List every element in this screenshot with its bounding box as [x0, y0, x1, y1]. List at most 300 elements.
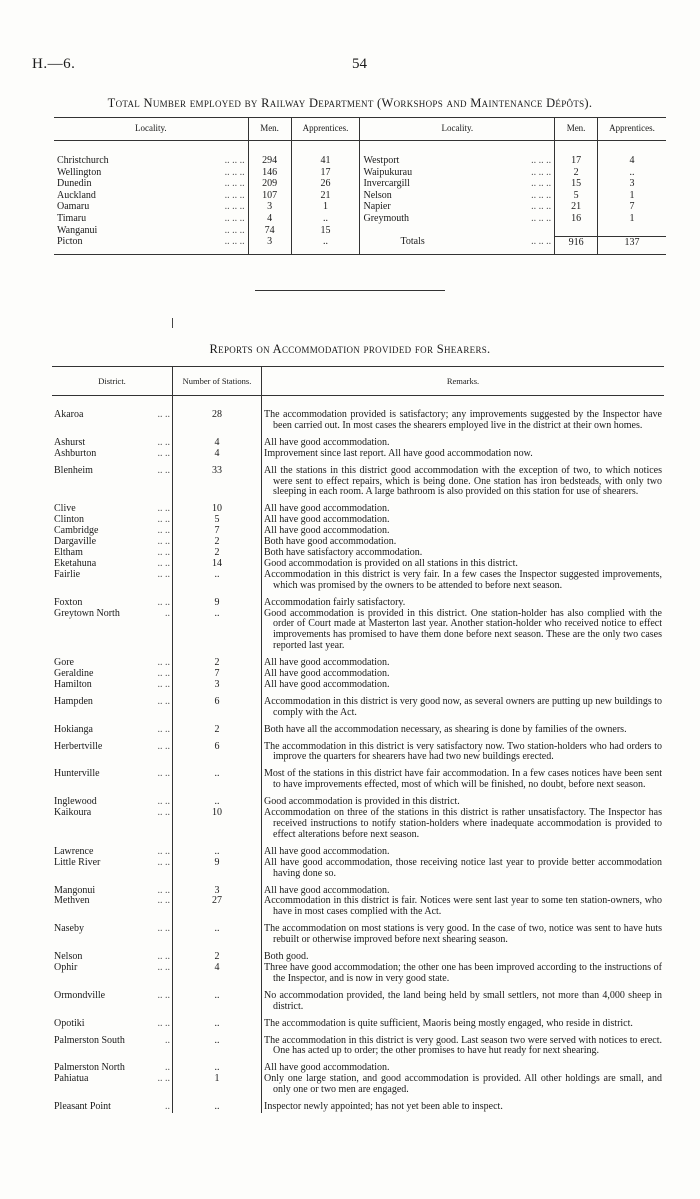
- remarks-cell: [262, 680, 665, 691]
- men-cell-text: 21: [571, 201, 582, 213]
- district-name: Pahiatua: [54, 1073, 89, 1085]
- apprentices-cell-text: ..: [323, 212, 328, 224]
- remarks-cell: [262, 736, 665, 764]
- divider-mark: [172, 318, 173, 328]
- remarks-text: All have good accommodation.: [264, 657, 390, 669]
- stations-cell: ..: [173, 609, 262, 653]
- remarks-text: All have good accommodation, those receiving notice last year to provide better accommodation having done so.: [264, 856, 662, 879]
- men-cell: [555, 213, 598, 225]
- remarks-cell: [262, 946, 665, 963]
- leader-dots: .. .. ..: [224, 201, 245, 213]
- remarks-text: Good accommodation is provided in this district.: [264, 796, 460, 808]
- apprentices-cell-text: 26: [320, 178, 331, 190]
- district-name: Nelson: [54, 951, 83, 963]
- table-row: [52, 1013, 664, 1030]
- district-name: Greytown North: [54, 607, 120, 619]
- stations-cell: 14: [173, 559, 262, 570]
- table-row: [52, 449, 664, 460]
- table-row: [54, 141, 666, 167]
- remarks-text: Only one large station, and good accommodation is provided. All other holdings are small, and only one or two men are engaged.: [264, 1073, 662, 1096]
- table-row: [52, 1096, 664, 1113]
- remarks-cell: [262, 719, 665, 736]
- locality-cell-text: Picton: [57, 236, 83, 248]
- col-apprentices-1: Apprentices.: [291, 118, 360, 141]
- leader-dots: .. .. ..: [531, 178, 552, 190]
- leader-dots: .. ..: [157, 678, 170, 690]
- leader-dots: .. ..: [157, 951, 170, 963]
- locality-cell-text: Totals: [400, 236, 425, 248]
- col-locality-1: Locality.: [54, 118, 248, 141]
- district-cell: [52, 449, 173, 460]
- remarks-text: Both have all the accommodation necessary, as shearing is done by families of the owners.: [264, 723, 627, 735]
- leader-dots: .. ..: [157, 895, 170, 907]
- leader-dots: .. ..: [157, 596, 170, 608]
- leader-dots: .. ..: [157, 657, 170, 669]
- stations-cell: ..: [173, 1096, 262, 1113]
- stations-cell: 7: [173, 526, 262, 537]
- remarks-text: All have good accommodation.: [264, 678, 390, 690]
- men-cell-text: 916: [568, 236, 584, 248]
- locality-cell-text: Nelson: [363, 189, 392, 201]
- district-name: Eketahuna: [54, 557, 97, 569]
- men-cell: [248, 236, 291, 255]
- district-name: Clinton: [54, 514, 85, 526]
- apprentices-cell: [598, 236, 666, 255]
- locality-cell: [54, 167, 248, 179]
- remarks-cell: [262, 963, 665, 985]
- remarks-cell: [262, 432, 665, 449]
- district-cell: [52, 896, 173, 918]
- men-cell: [248, 178, 291, 190]
- locality-cell-text: Westport: [363, 155, 400, 166]
- col-men-2: Men.: [555, 118, 598, 141]
- men-cell-text: 2: [573, 166, 579, 178]
- district-cell: [52, 652, 173, 669]
- leader-dots: .. ..: [157, 436, 170, 448]
- stations-cell: 4: [173, 449, 262, 460]
- district-name: Hunterville: [54, 768, 100, 780]
- stations-cell: 10: [173, 498, 262, 515]
- remarks-text: The accommodation on most stations is very good. In the case of two, notice was sent to have huts rebuilt or otherwise improved before next shearing season.: [264, 923, 662, 946]
- col-remarks: Remarks.: [262, 367, 665, 396]
- men-cell: [555, 236, 598, 255]
- remarks-text: Three have good accommodation; the other one has been improved according to the instructions of the Inspector, and is now in very good state.: [264, 961, 662, 984]
- locality-cell: [360, 236, 555, 255]
- stations-cell: ..: [173, 763, 262, 791]
- remarks-cell: [262, 609, 665, 653]
- locality-cell-text: Oamaru: [57, 201, 90, 213]
- district-cell: [52, 432, 173, 449]
- leader-dots: .. .. ..: [224, 212, 245, 224]
- table-row: [52, 808, 664, 841]
- table-row: [52, 609, 664, 653]
- remarks-text: The accommodation in this district is very good. Last season two were served with notices to erect. One has acted up to order; the other promises to have hut ready for next shearing.: [264, 1034, 662, 1057]
- table-row: [54, 236, 666, 255]
- table-row: [52, 791, 664, 808]
- district-cell: [52, 719, 173, 736]
- table-row: [52, 896, 664, 918]
- remarks-text: All have good accommodation.: [264, 503, 390, 515]
- remarks-text: All have good accommodation.: [264, 845, 390, 857]
- leader-dots: .. .. ..: [224, 178, 245, 190]
- remarks-cell: [262, 1030, 665, 1058]
- locality-cell: [54, 190, 248, 202]
- district-name: Cambridge: [54, 525, 99, 537]
- men-cell-text: 74: [264, 224, 275, 236]
- apprentices-cell: [598, 167, 666, 179]
- table-row: [52, 1074, 664, 1096]
- remarks-text: Most of the stations in this district have fair accommodation. In a few cases notices have been sent to have improvements effected, most of which will be finished, no doubt, before next season.: [264, 768, 662, 791]
- apprentices-cell: [598, 178, 666, 190]
- leader-dots: .. .. ..: [224, 189, 245, 201]
- leader-dots: .. ..: [157, 557, 170, 569]
- locality-cell-text: Greymouth: [363, 212, 410, 224]
- district-name: Kaikoura: [54, 807, 92, 819]
- apprentices-cell-text: ..: [629, 166, 635, 178]
- table-row: [52, 460, 664, 499]
- remarks-text: Accommodation in this district is very fair. In a few cases the Inspector suggested improvements, which was promised by the owners to be attended to before next season.: [264, 568, 662, 591]
- leader-dots: .. .. ..: [531, 201, 552, 213]
- men-cell-text: 5: [573, 189, 579, 201]
- district-cell: [52, 1057, 173, 1074]
- remarks-text: Accommodation in this district is fair. Notices were sent last year to some ten station-owners, who have in most cases complied with the Act.: [264, 895, 662, 918]
- locality-cell: [54, 178, 248, 190]
- remarks-text: All have good accommodation.: [264, 525, 390, 537]
- table-row: [52, 432, 664, 449]
- district-name: Palmerston South: [54, 1034, 125, 1046]
- shearers-table: [52, 366, 664, 1113]
- apprentices-cell: [598, 141, 666, 167]
- leader-dots: .. ..: [157, 464, 170, 476]
- men-cell-text: 146: [262, 166, 278, 178]
- district-name: Akaroa: [54, 409, 84, 420]
- leader-dots: .. ..: [157, 409, 170, 420]
- apprentices-cell-text: 3: [629, 178, 635, 190]
- apprentices-cell-text: 1: [629, 189, 635, 201]
- locality-cell: [360, 213, 555, 225]
- men-cell-text: 107: [262, 189, 278, 201]
- district-cell: [52, 791, 173, 808]
- district-name: Hokianga: [54, 723, 93, 735]
- district-cell: [52, 592, 173, 609]
- remarks-text: No accommodation provided, the land being held by small settlers, not more than 4,000 sheep in district.: [264, 989, 662, 1012]
- district-cell: [52, 570, 173, 592]
- table-row: [52, 570, 664, 592]
- apprentices-cell: [598, 190, 666, 202]
- men-cell: [555, 141, 598, 167]
- men-cell: [248, 141, 291, 167]
- leader-dots: .. .. ..: [224, 224, 245, 236]
- locality-cell-text: Invercargill: [363, 178, 410, 190]
- table-row: [52, 1057, 664, 1074]
- section-divider: [255, 290, 445, 291]
- stations-cell: 10: [173, 808, 262, 841]
- district-cell: [52, 963, 173, 985]
- district-cell: [52, 1030, 173, 1058]
- remarks-cell: [262, 763, 665, 791]
- apprentices-cell-text: 17: [320, 166, 331, 178]
- remarks-cell: [262, 985, 665, 1013]
- district-name: Lawrence: [54, 845, 94, 857]
- leader-dots: .. ..: [157, 695, 170, 707]
- locality-cell: [360, 141, 555, 167]
- district-cell: [52, 1013, 173, 1030]
- leader-dots: .. ..: [157, 536, 170, 548]
- district-name: Ashburton: [54, 447, 97, 459]
- leader-dots: .. ..: [157, 740, 170, 752]
- stations-cell: 3: [173, 880, 262, 897]
- remarks-cell: [262, 498, 665, 515]
- district-cell: [52, 946, 173, 963]
- locality-cell: [360, 167, 555, 179]
- leader-dots: .. ..: [157, 503, 170, 515]
- remarks-cell: [262, 918, 665, 946]
- locality-cell: [360, 225, 555, 237]
- stations-cell: 7: [173, 669, 262, 680]
- remarks-cell: [262, 1057, 665, 1074]
- stations-cell: ..: [173, 918, 262, 946]
- men-cell: [555, 201, 598, 213]
- men-cell: [248, 213, 291, 225]
- leader-dots: .. ..: [157, 989, 170, 1001]
- apprentices-cell-text: 41: [320, 155, 331, 166]
- leader-dots: .. .. ..: [224, 236, 245, 248]
- remarks-text: All have good accommodation.: [264, 668, 390, 680]
- table-row: [52, 946, 664, 963]
- remarks-cell: [262, 896, 665, 918]
- col-men-1: Men.: [248, 118, 291, 141]
- table-row: [54, 225, 666, 237]
- remarks-cell: [262, 592, 665, 609]
- leader-dots: .. ..: [157, 961, 170, 973]
- locality-cell-text: Wanganui: [57, 224, 98, 236]
- leader-dots: .. ..: [157, 845, 170, 857]
- remarks-text: Both have satisfactory accommodation.: [264, 546, 423, 558]
- table-row: [52, 880, 664, 897]
- district-cell: [52, 880, 173, 897]
- leader-dots: .. .. ..: [224, 155, 245, 166]
- apprentices-cell: [291, 190, 360, 202]
- stations-cell: 5: [173, 515, 262, 526]
- table-row: [52, 691, 664, 719]
- remarks-text: All have good accommodation.: [264, 514, 390, 526]
- table-row: [52, 680, 664, 691]
- table-row: [52, 592, 664, 609]
- apprentices-cell-text: 21: [320, 189, 331, 201]
- leader-dots: .. ..: [157, 923, 170, 935]
- locality-cell-text: Waipukurau: [363, 166, 413, 178]
- stations-cell: 2: [173, 537, 262, 548]
- remarks-text: Improvement since last report. All have good accommodation now.: [264, 447, 533, 459]
- table-row: [52, 736, 664, 764]
- remarks-cell: [262, 1096, 665, 1113]
- leader-dots: .. ..: [157, 525, 170, 537]
- table-row: [54, 190, 666, 202]
- stations-cell: 9: [173, 858, 262, 880]
- men-cell: [248, 201, 291, 213]
- district-cell: [52, 460, 173, 499]
- apprentices-cell: [598, 225, 666, 237]
- remarks-text: The accommodation provided is satisfactory; any improvements suggested by the Inspector have been carried out. In most cases the shearers employed live in the district at their own homes.: [264, 409, 662, 431]
- remarks-text: Accommodation on three of the stations in this district is rather unsatisfactory. The Inspector has received instructions to notify station-holders where inadequate accommodation is provided to effect alterations before next season.: [264, 807, 662, 840]
- locality-cell: [360, 190, 555, 202]
- locality-cell: [54, 141, 248, 167]
- leader-dots: .. ..: [157, 514, 170, 526]
- locality-cell-text: Dunedin: [57, 178, 92, 190]
- stations-cell: 4: [173, 963, 262, 985]
- locality-cell: [360, 201, 555, 213]
- table-row: [52, 763, 664, 791]
- col-locality-2: Locality.: [360, 118, 555, 141]
- district-name: Clive: [54, 503, 76, 515]
- district-cell: [52, 498, 173, 515]
- leader-dots: .. ..: [157, 856, 170, 868]
- apprentices-cell: [291, 236, 360, 255]
- men-cell-text: 15: [571, 178, 582, 190]
- stations-cell: ..: [173, 1013, 262, 1030]
- district-name: Foxton: [54, 596, 83, 608]
- district-cell: [52, 691, 173, 719]
- table-row: [52, 841, 664, 858]
- stations-cell: 2: [173, 946, 262, 963]
- col-stations: Number of Stations.: [173, 367, 262, 396]
- apprentices-cell-text: 7: [629, 201, 635, 213]
- district-name: Dargaville: [54, 536, 97, 548]
- apprentices-cell-text: 15: [320, 224, 331, 236]
- remarks-cell: [262, 1013, 665, 1030]
- district-cell: [52, 396, 173, 432]
- district-cell: [52, 609, 173, 653]
- locality-cell-text: Napier: [363, 201, 391, 213]
- men-cell: [248, 225, 291, 237]
- stations-cell: 6: [173, 736, 262, 764]
- leader-dots: .. .. ..: [531, 212, 552, 224]
- locality-cell: [54, 201, 248, 213]
- apprentices-cell-text: 4: [629, 155, 635, 166]
- remarks-text: Good accommodation is provided in this district. One station-holder has also complied with the order of Court made at Masterton last year. Another station-holder who received notice to effect improvements has promised to have them done before next season. These are the only two cases reported last year.: [264, 607, 662, 652]
- stations-cell: ..: [173, 985, 262, 1013]
- district-name: Ashurst: [54, 436, 86, 448]
- district-name: Naseby: [54, 923, 84, 935]
- remarks-text: All the stations in this district good accommodation with the exception of two, to which notices were sent to effect repairs, which is being done. One station has iron bedsteads, with only two sleeping in each room. A large bathroom is also provided on this station for use of shearers.: [264, 464, 662, 498]
- col-apprentices-2: Apprentices.: [598, 118, 666, 141]
- district-name: Methven: [54, 895, 90, 907]
- leader-dots: .. .. ..: [531, 189, 552, 201]
- stations-cell: ..: [173, 1030, 262, 1058]
- stations-cell: 33: [173, 460, 262, 499]
- table-row: [52, 963, 664, 985]
- table-row: [54, 201, 666, 213]
- remarks-cell: [262, 791, 665, 808]
- table-row: [54, 167, 666, 179]
- leader-dots: .. ..: [157, 568, 170, 580]
- stations-cell: 2: [173, 548, 262, 559]
- district-name: Palmerston North: [54, 1062, 125, 1074]
- remarks-text: Both good.: [264, 951, 309, 963]
- locality-cell-text: Wellington: [57, 166, 102, 178]
- district-name: Ophir: [54, 961, 78, 973]
- men-cell: [248, 190, 291, 202]
- leader-dots: .. ..: [157, 807, 170, 819]
- men-cell: [555, 190, 598, 202]
- stations-cell: 6: [173, 691, 262, 719]
- district-cell: [52, 1096, 173, 1113]
- men-cell: [555, 225, 598, 237]
- apprentices-cell: [291, 178, 360, 190]
- locality-cell: [360, 178, 555, 190]
- table-row: [52, 719, 664, 736]
- district-cell: [52, 736, 173, 764]
- leader-dots: ..: [165, 1034, 170, 1046]
- district-cell: [52, 808, 173, 841]
- district-cell: [52, 1074, 173, 1096]
- stations-cell: 2: [173, 652, 262, 669]
- apprentices-cell-text: 137: [624, 236, 640, 248]
- locality-cell: [54, 225, 248, 237]
- employment-table: [54, 117, 666, 255]
- remarks-cell: [262, 691, 665, 719]
- men-cell: [555, 178, 598, 190]
- leader-dots: ..: [165, 607, 170, 619]
- district-name: Eltham: [54, 546, 83, 558]
- district-name: Gore: [54, 657, 74, 669]
- men-cell-text: 17: [571, 155, 582, 166]
- leader-dots: .. .. ..: [531, 236, 552, 248]
- leader-dots: .. .. ..: [531, 155, 552, 166]
- remarks-cell: [262, 858, 665, 880]
- stations-cell: ..: [173, 1057, 262, 1074]
- apprentices-cell-text: ..: [323, 236, 328, 248]
- leader-dots: .. .. ..: [531, 166, 552, 178]
- stations-cell: ..: [173, 791, 262, 808]
- remarks-text: Accommodation fairly satisfactory.: [264, 596, 406, 608]
- leader-dots: .. .. ..: [224, 166, 245, 178]
- men-cell: [555, 167, 598, 179]
- district-name: Hampden: [54, 695, 93, 707]
- locality-cell-text: Auckland: [57, 189, 96, 201]
- table-row: [52, 652, 664, 669]
- district-name: Ormondville: [54, 989, 106, 1001]
- remarks-text: Both have good accommodation.: [264, 536, 397, 548]
- district-name: Pleasant Point: [54, 1101, 111, 1113]
- page-number: 54: [352, 56, 367, 72]
- men-cell-text: 3: [267, 236, 273, 248]
- locality-cell: [54, 213, 248, 225]
- district-name: Mangonui: [54, 884, 96, 896]
- stations-cell: 28: [173, 396, 262, 432]
- district-name: Herbertville: [54, 740, 103, 752]
- locality-cell-text: Timaru: [57, 212, 87, 224]
- apprentices-cell: [598, 213, 666, 225]
- stations-cell: 3: [173, 680, 262, 691]
- table-row: [52, 396, 664, 432]
- table-row: [52, 918, 664, 946]
- leader-dots: .. ..: [157, 723, 170, 735]
- stations-cell: 1: [173, 1074, 262, 1096]
- leader-dots: .. ..: [157, 884, 170, 896]
- leader-dots: .. ..: [157, 768, 170, 780]
- district-name: Blenheim: [54, 464, 93, 476]
- apprentices-cell: [291, 141, 360, 167]
- remarks-text: All have good accommodation.: [264, 1062, 390, 1074]
- apprentices-cell: [291, 167, 360, 179]
- stations-cell: 9: [173, 592, 262, 609]
- table1-title: Total Number employed by Railway Department (Workshops and Maintenance Dépôts).: [107, 96, 593, 110]
- stations-cell: 2: [173, 719, 262, 736]
- remarks-text: All have good accommodation.: [264, 436, 390, 448]
- leader-dots: .. ..: [157, 668, 170, 680]
- men-cell: [248, 167, 291, 179]
